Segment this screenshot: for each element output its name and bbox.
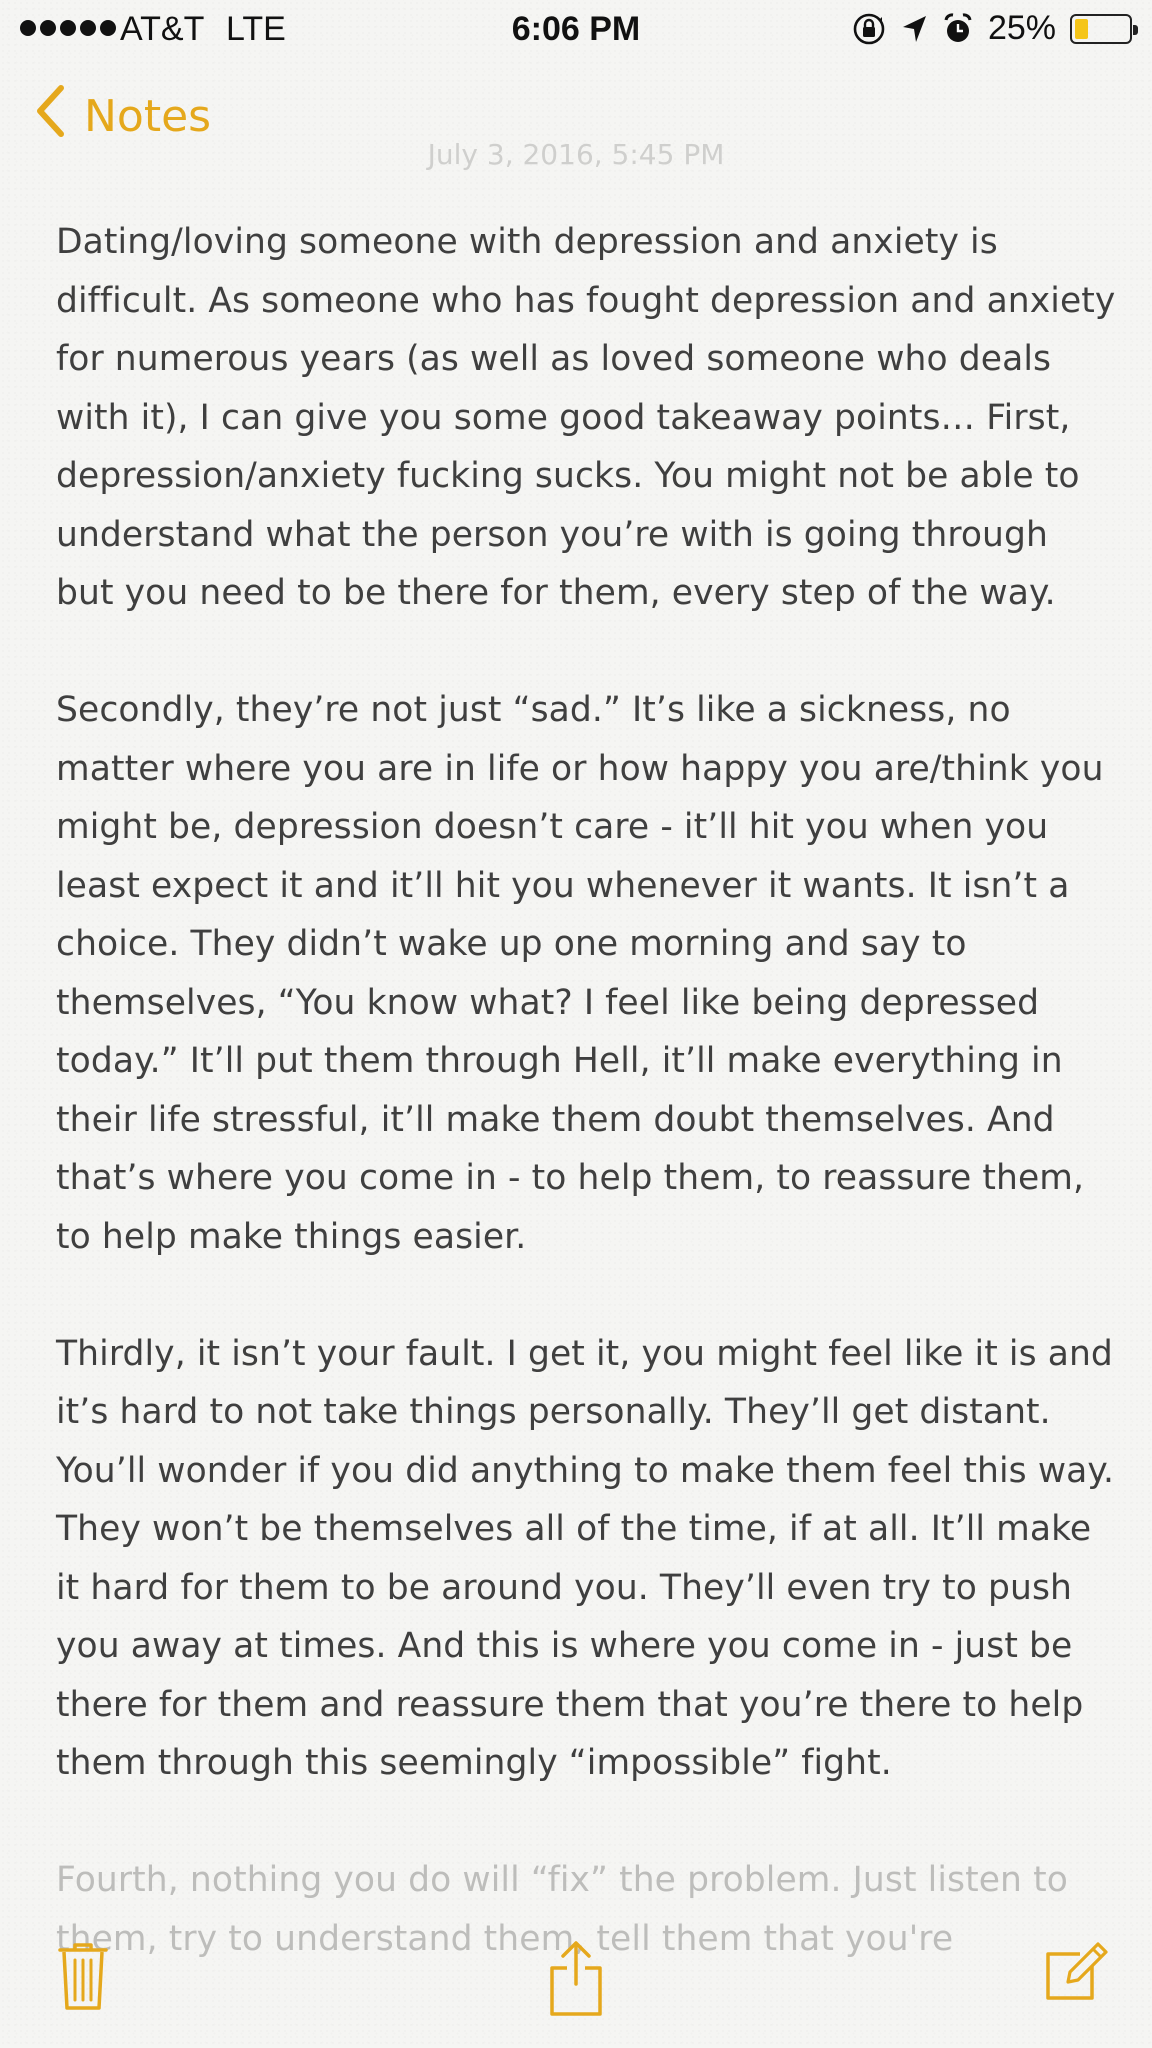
note-paragraph: Dating/loving someone with depression and anxiety is difficult. As someone who has fought depression and anxiety for numerous years (as well as loved someone who deals with it), I can give you some good takeaway points… First, depression/anxiety fucking sucks. You might not be able to understand what the person you’re with is going through but you need to be there for them, every step of the way. bbox=[56, 222, 1116, 613]
battery-percent: 25% bbox=[987, 9, 1056, 47]
note-paragraph: Thirdly, it isn’t your fault. I get it, you might feel like it is and it’s hard to not take things personally. They’ll get distant. You’ll wonder if you did anything to make them feel this way. They won’t be themselves all of the time, if at all. It’ll make it hard for them to be around you. They’ll even try to push you away at times. And this is where you come in - just be there for them and reassure them that you’re there to help them through this seemingly “impossible” fight. bbox=[56, 1333, 1115, 1783]
bottom-toolbar bbox=[0, 1940, 1152, 2048]
back-to-notes-button[interactable] bbox=[34, 86, 211, 146]
status-time: 6:06 PM bbox=[511, 10, 641, 48]
compose-icon[interactable] bbox=[1044, 1940, 1108, 2004]
note-paragraph: Secondly, they’re not just “sad.” It’s like a sickness, no matter where you are in life or how happy you are/think you might be, depression doesn’t care - it’ll hit you when you least expect it and it’ll hit you whenever it wants. It isn’t a choice. They didn’t wake up one morning and say to themselves, “You know what? I feel like being depressed today.” It’ll put them through Hell, it’ll make everything in their life stressful, it’ll make them doubt themselves. And that’s where you come in - to help them, to reassure them, to help make things easier. bbox=[56, 690, 1104, 1257]
carrier-name: AT&T bbox=[120, 10, 205, 48]
network-type: LTE bbox=[226, 10, 286, 48]
alarm-icon bbox=[942, 12, 974, 46]
note-date: July 3, 2016, 5:45 PM bbox=[427, 138, 725, 171]
trash-icon[interactable] bbox=[56, 1940, 110, 2014]
share-icon[interactable] bbox=[548, 1940, 604, 2018]
rotation-lock-icon bbox=[852, 12, 886, 46]
battery-icon bbox=[1070, 14, 1132, 44]
status-bar bbox=[0, 0, 1152, 58]
location-arrow-icon bbox=[900, 13, 928, 45]
back-label: Notes bbox=[84, 90, 212, 142]
note-paragraph: Fourth, nothing you do will “fix” the problem. Just listen to them, try to understand them, tell them that you're bbox=[56, 1860, 1068, 1959]
note-body[interactable] bbox=[56, 213, 1116, 2027]
